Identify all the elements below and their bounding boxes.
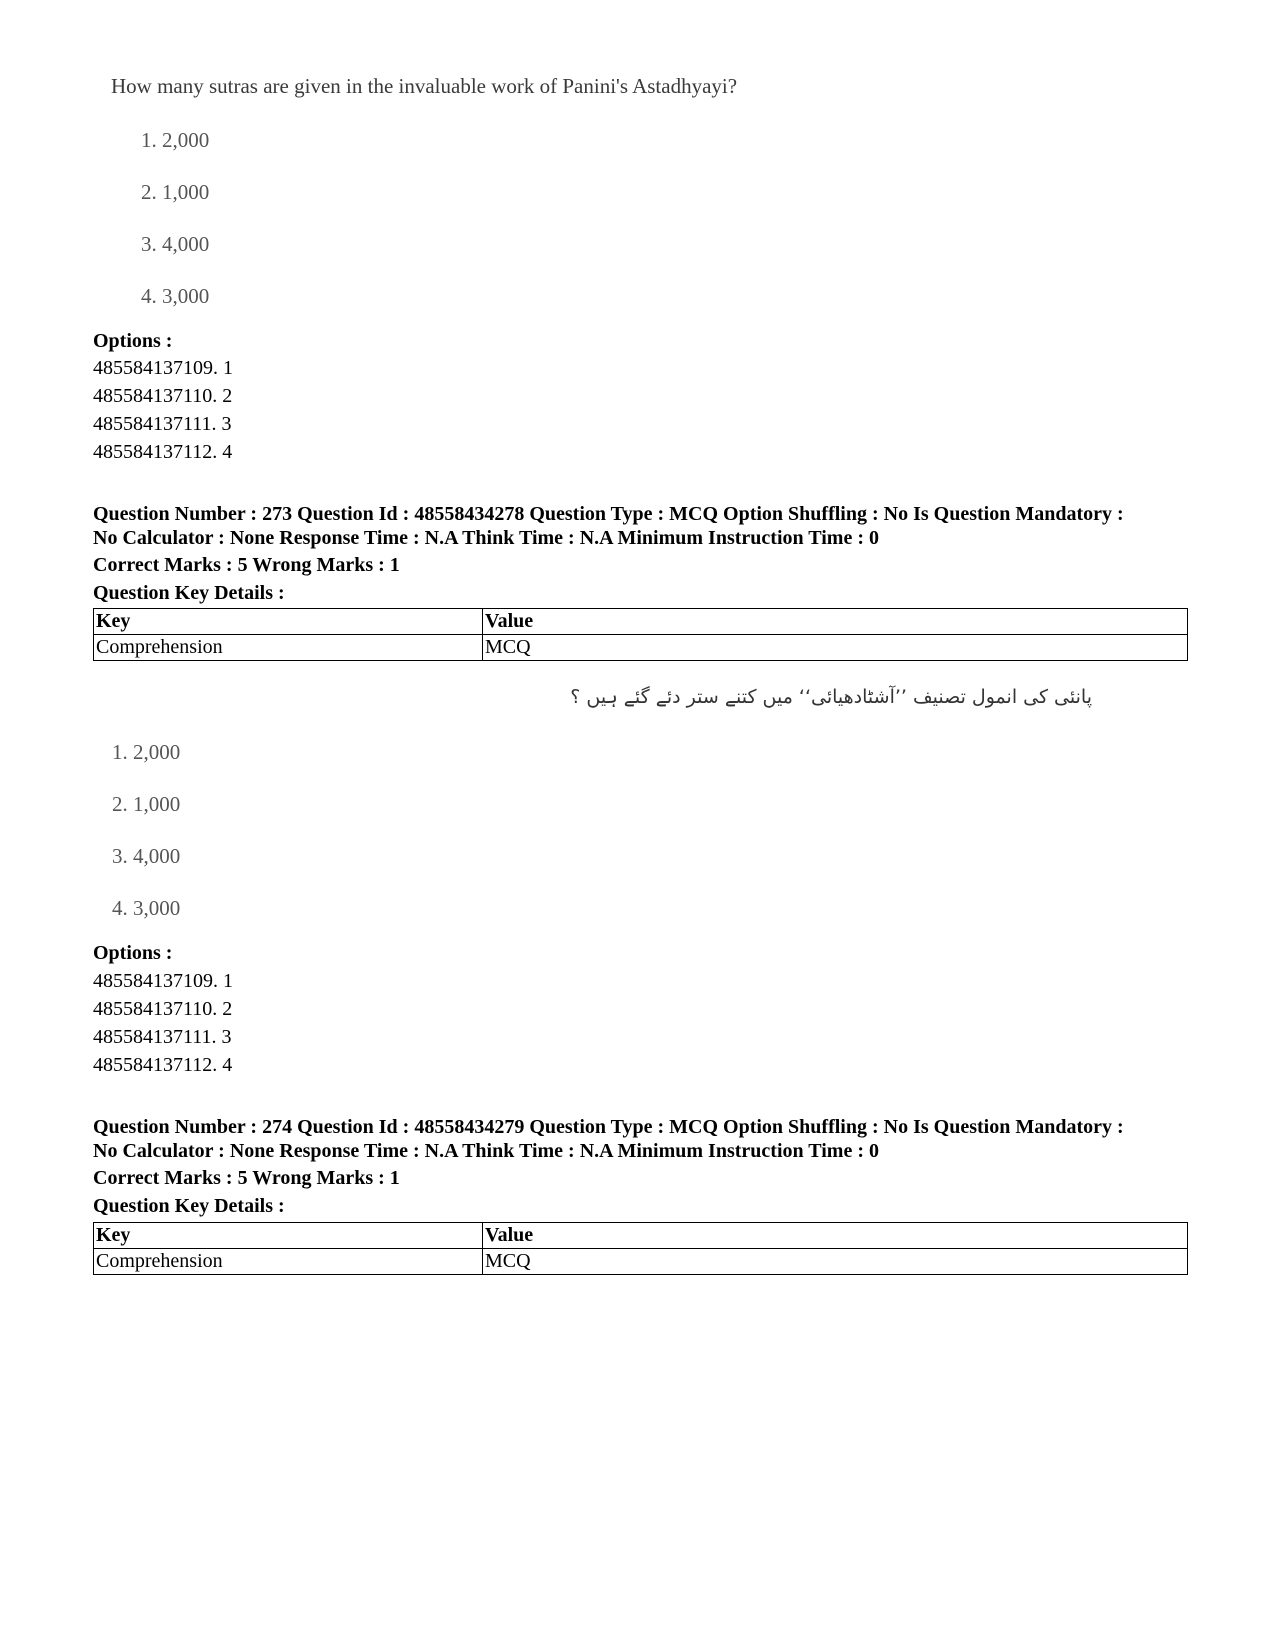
- table-header-key: Key: [94, 609, 483, 635]
- choice-1: 1. 2,000: [141, 128, 210, 152]
- key-details-label: Question Key Details :: [93, 1195, 285, 1217]
- table-header-row: [94, 1223, 1188, 1249]
- marks-line: Correct Marks : 5 Wrong Marks : 1: [93, 1167, 400, 1189]
- question-meta-line2: No Calculator : None Response Time : N.A Think Time : N.A Minimum Instruction Time : 0: [93, 527, 879, 549]
- question-meta-line2: No Calculator : None Response Time : N.A Think Time : N.A Minimum Instruction Time : 0: [93, 1140, 879, 1162]
- choice-4: 4. 3,000: [112, 896, 181, 920]
- key-details-label: Question Key Details :: [93, 582, 285, 604]
- choice-3: 3. 4,000: [141, 232, 210, 256]
- table-header-value: Value: [483, 1223, 1188, 1249]
- option-id-4: 485584137112. 4: [93, 441, 233, 463]
- options-label: Options :: [93, 330, 173, 352]
- option-id-2: 485584137110. 2: [93, 998, 233, 1020]
- key-details-table: [93, 608, 1188, 661]
- marks-line: Correct Marks : 5 Wrong Marks : 1: [93, 554, 400, 576]
- question-meta-line1: Question Number : 273 Question Id : 48558434278 Question Type : MCQ Option Shuffling : No Is Question Mandatory :: [93, 503, 1124, 525]
- table-cell-value: MCQ: [483, 635, 1188, 661]
- choice-1: 1. 2,000: [112, 740, 181, 764]
- question-meta-line1: Question Number : 274 Question Id : 48558434279 Question Type : MCQ Option Shuffling : No Is Question Mandatory :: [93, 1116, 1124, 1138]
- option-id-3: 485584137111. 3: [93, 1026, 232, 1048]
- table-cell-key: Comprehension: [94, 1249, 483, 1275]
- choice-2: 2. 1,000: [141, 180, 210, 204]
- table-cell-key: Comprehension: [94, 635, 483, 661]
- option-id-1: 485584137109. 1: [93, 970, 233, 992]
- option-id-1: 485584137109. 1: [93, 357, 233, 379]
- table-row: [94, 1249, 1188, 1275]
- table-cell-value: MCQ: [483, 1249, 1188, 1275]
- question-text-urdu: پانئی کی انمول تصنیف ’’آشٹادھیائی‘‘ میں کتنے ستر دئے گئے ہیں ؟: [570, 686, 1092, 708]
- choice-2: 2. 1,000: [112, 792, 181, 816]
- option-id-2: 485584137110. 2: [93, 385, 233, 407]
- table-header-key: Key: [94, 1223, 483, 1249]
- choice-3: 3. 4,000: [112, 844, 181, 868]
- table-header-row: [94, 609, 1188, 635]
- option-id-3: 485584137111. 3: [93, 413, 232, 435]
- table-row: [94, 635, 1188, 661]
- key-details-table: [93, 1222, 1188, 1275]
- question-text: How many sutras are given in the invaluable work of Panini's Astadhyayi?: [111, 74, 738, 98]
- option-id-4: 485584137112. 4: [93, 1054, 233, 1076]
- choice-4: 4. 3,000: [141, 284, 210, 308]
- table-header-value: Value: [483, 609, 1188, 635]
- options-label: Options :: [93, 942, 173, 964]
